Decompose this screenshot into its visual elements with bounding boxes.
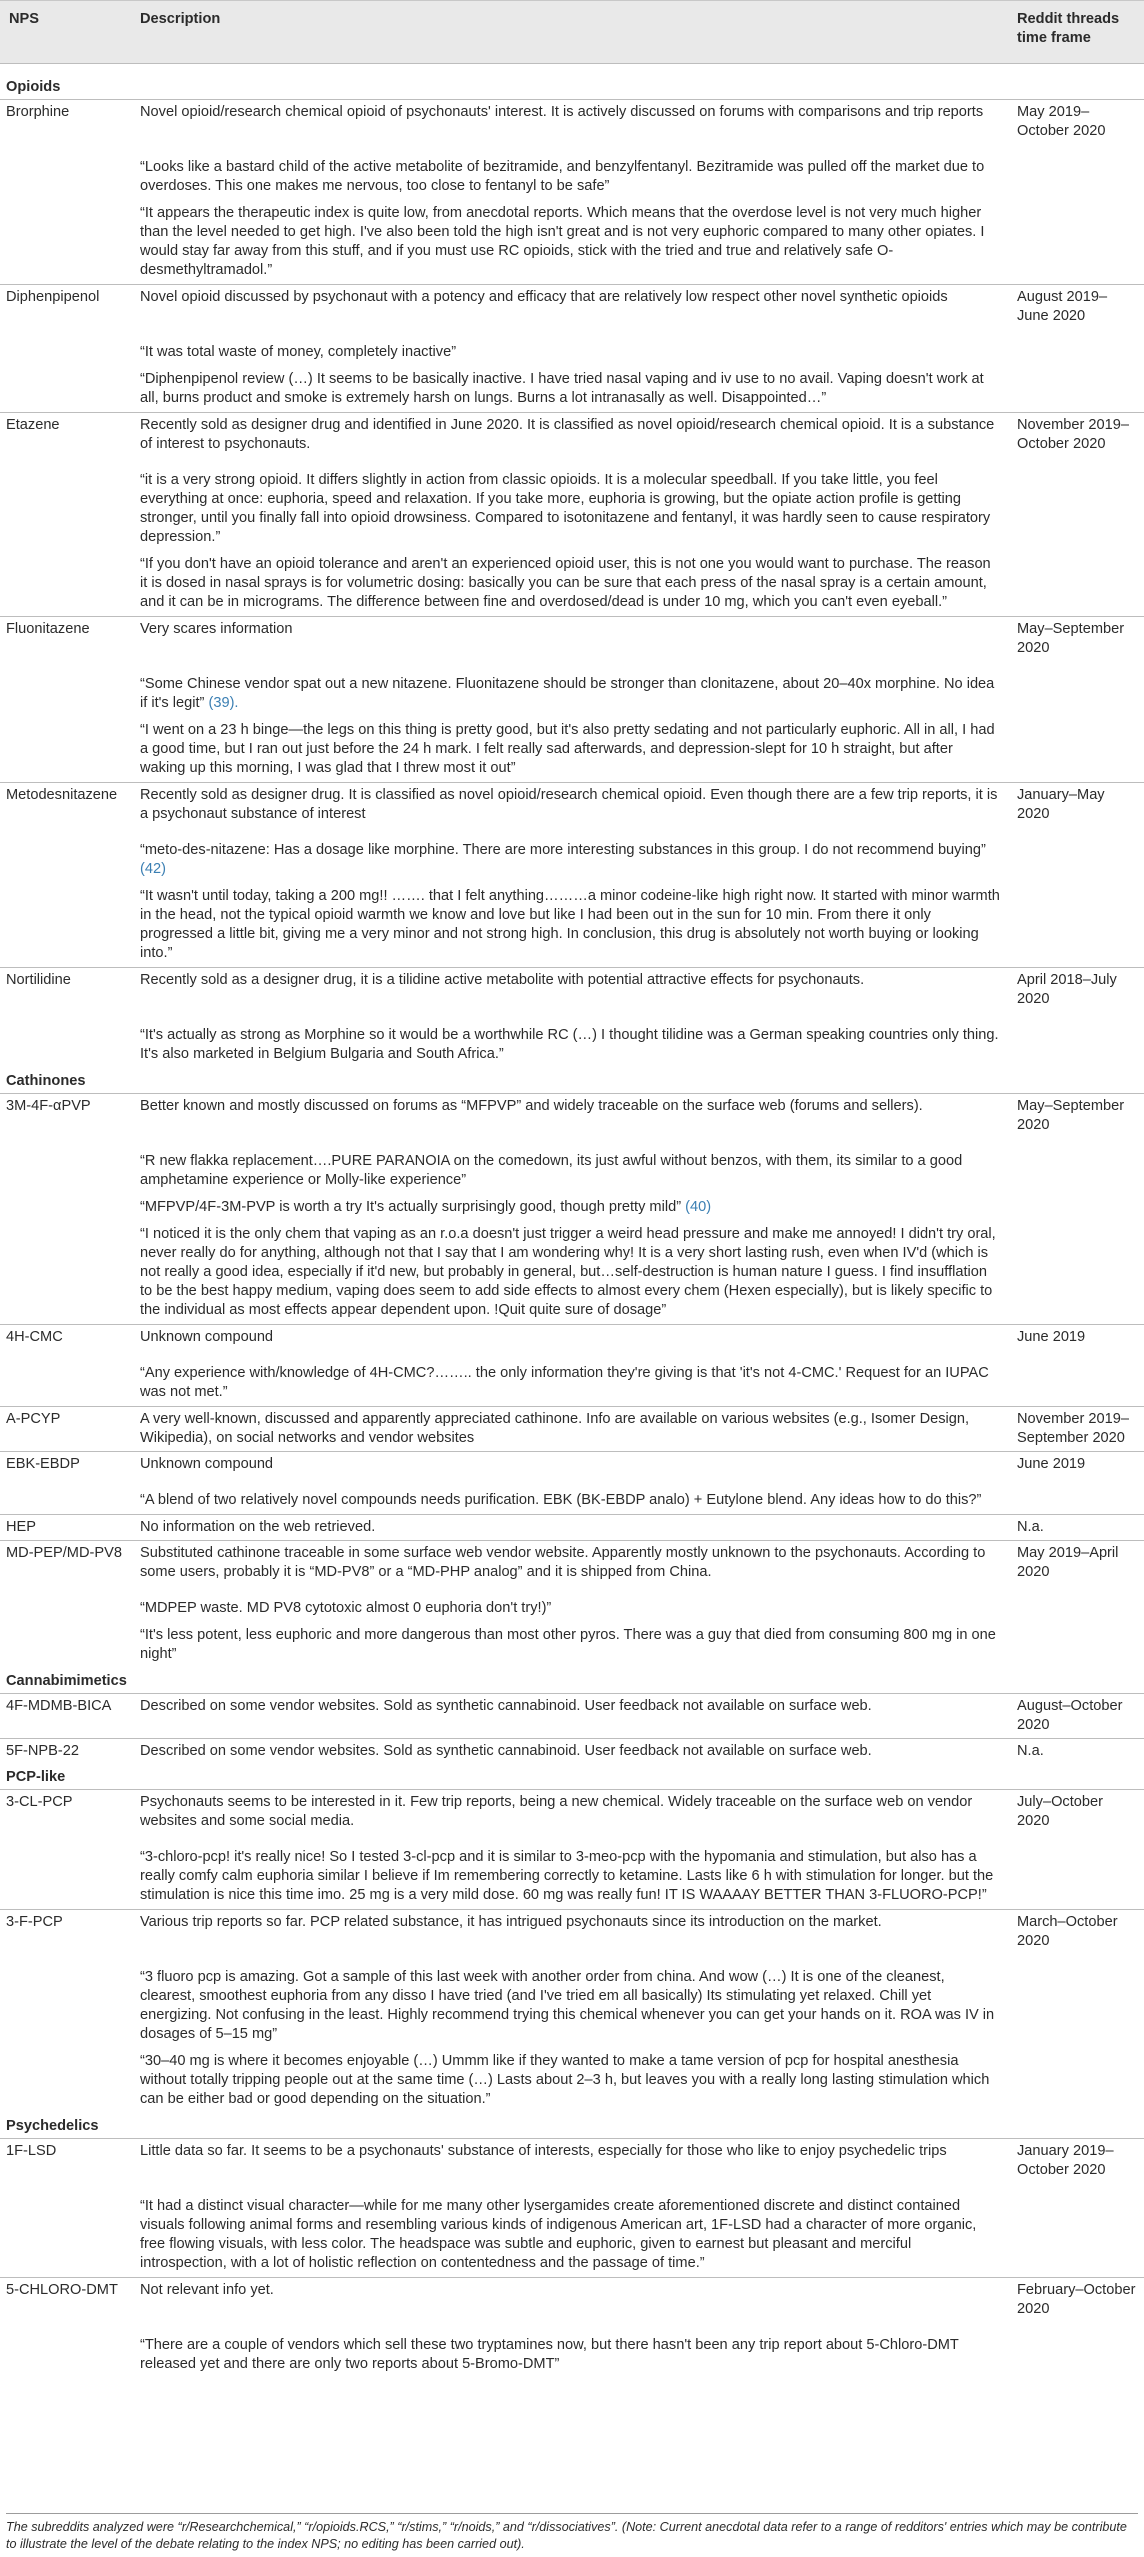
quote-cell — [131, 717, 1008, 783]
quote-spacer — [0, 717, 131, 783]
nps-description: Described on some vendor websites. Sold as synthetic cannabinoid. User feedback not available on surface web. — [140, 1698, 872, 1714]
quote-cell — [131, 144, 1008, 200]
nps-name: Metodesnitazene — [0, 783, 131, 828]
nps-description: Unknown compound — [131, 1325, 1008, 1351]
table-row — [0, 2139, 1144, 2184]
nps-description: Recently sold as a designer drug, it is a tilidine active metabolite with potential attractive effects for psychonauts. — [131, 968, 1008, 1013]
quote-text: “meto-des-nitazene: Has a dosage like morphine. There are more interesting substances in this group. I do not recommend buying” — [140, 842, 986, 858]
quote-cell — [131, 1622, 1008, 1668]
quote-spacer — [0, 1477, 131, 1515]
nps-timeframe: July–October 2020 — [1017, 1794, 1103, 1829]
nps-name: 5-CHLORO-DMT — [0, 2278, 131, 2323]
quote-cell — [131, 2183, 1008, 2278]
nps-timeframe: April 2018–July 2020 — [1008, 968, 1144, 1013]
nps-description: Novel opioid/research chemical opioid of psychonauts' interest. It is actively discussed on forums with comparisons and trip reports — [140, 104, 984, 120]
section-row — [0, 1764, 1144, 1790]
nps-timeframe: January–May 2020 — [1008, 783, 1144, 828]
nps-description: Better known and mostly discussed on forums as “MFPVP” and widely traceable on the surface web (forums and sellers). — [140, 1098, 923, 1114]
nps-name: MD-PEP/MD-PV8 — [0, 1541, 131, 1586]
nps-name: Brorphine — [6, 104, 70, 120]
quote-spacer — [1008, 366, 1144, 413]
quote-row — [0, 457, 1144, 551]
section-title: Cathinones — [0, 1068, 1144, 1094]
nps-name: 3M-4F-αPVP — [6, 1098, 91, 1114]
quote-cell — [131, 2048, 1008, 2113]
nps-description: Not relevant info yet. — [131, 2278, 1008, 2323]
section-row — [0, 1068, 1144, 1094]
nps-timeframe: November 2019–October 2020 — [1008, 413, 1144, 458]
nps-name: 1F-LSD — [6, 2143, 57, 2159]
quote-row — [0, 1954, 1144, 2048]
quote-spacer — [1008, 2322, 1144, 2378]
quote-spacer — [1008, 144, 1144, 200]
quote-spacer — [1008, 200, 1144, 285]
quote-spacer — [1008, 883, 1144, 968]
quote-spacer — [0, 1834, 131, 1910]
quote-row — [0, 366, 1144, 413]
section-row — [0, 1668, 1144, 1694]
section-title: Psychedelics — [0, 2113, 1144, 2139]
quote-spacer — [0, 1622, 131, 1668]
quote-spacer — [0, 329, 131, 366]
quote-cell — [131, 1221, 1008, 1325]
quote-spacer — [1008, 2183, 1144, 2278]
quote-spacer — [0, 1954, 131, 2048]
table-row — [0, 968, 1144, 1013]
nps-timeframe: N.a. — [1008, 1739, 1144, 1765]
quote-spacer — [0, 1350, 131, 1407]
table-body — [0, 64, 1144, 2379]
quote-cell — [131, 1012, 1008, 1068]
table-row — [0, 783, 1144, 828]
nps-name: Diphenpipenol — [0, 285, 131, 330]
quote-row — [0, 200, 1144, 285]
quote-row — [0, 883, 1144, 968]
quote-cell — [131, 551, 1008, 617]
nps-description: Various trip reports so far. PCP related substance, it has intrigued psychonauts since its introduction on the market. — [131, 1910, 1008, 1955]
nps-description: A very well-known, discussed and apparently appreciated cathinone. Info are available on various websites (e.g., Isomer Design, Wikipedia), on social networks and vendor websites — [131, 1407, 1008, 1452]
quote-text: “It had a distinct visual character—while for me many other lysergamides create aforementioned discrete and distinct contained visuals following animal forms and resembling various kinds of indigenous American art, 1F-LSD had a character of more organic, free flowing visuals, with less color. The headspace was subtle and euphoric, given to earnest but pleasant and merciful introspection, with a lot of holistic reflection on contentedness and the passage of time.” — [140, 2198, 977, 2271]
nps-description: Unknown compound — [131, 1452, 1008, 1478]
table-row — [0, 100, 1144, 145]
nps-timeframe: August 2019–June 2020 — [1008, 285, 1144, 330]
quote-cell — [131, 1954, 1008, 2048]
quote-text: “If you don't have an opioid tolerance and aren't an experienced opioid user, this is not one you would want to purchase. The reason it is dosed in nasal sprays is for volumetric dosing: basically you can be sure that each press of the nasal spray is a certain amount, and it can be in micrograms. The difference between fine and overdosed/dead is under 10 mg, which you can't even eyeball.” — [140, 556, 991, 610]
table-row — [0, 1694, 1144, 1739]
quote-spacer — [0, 827, 131, 883]
nps-timeframe: June 2019 — [1008, 1452, 1144, 1478]
quote-text: “3 fluoro pcp is amazing. Got a sample of this last week with another order from china. And wow (…) It is one of the cleanest, clearest, smoothest euphoria from any disso I have tried (and I've tried em all basically) Its stimulating yet relaxed. Chill yet energizing. Not confusing in the least. Highly recommend trying this chemical whenever you can get your hands on it. ROA was IV in dosages of 5–15 mg” — [140, 1969, 995, 2042]
nps-description: Recently sold as designer drug. It is classified as novel opioid/research chemical opioid. Even though there are a few trip reports, it is a psychonaut substance of interest — [131, 783, 1008, 828]
quote-cell — [131, 1834, 1008, 1910]
quote-cell — [131, 1477, 1008, 1515]
header-nps: NPS — [0, 1, 131, 64]
header-description: Description — [131, 1, 1008, 64]
nps-name: 3-CL-PCP — [6, 1794, 73, 1810]
nps-description: Psychonauts seems to be interested in it. Few trip reports, being a new chemical. Widely traceable on the surface web on vendor websites and some social media. — [140, 1794, 973, 1829]
quote-spacer — [1008, 1477, 1144, 1515]
quote-spacer — [0, 551, 131, 617]
quote-spacer — [0, 883, 131, 968]
section-title: Opioids — [0, 64, 1144, 100]
nps-timeframe: May–September 2020 — [1017, 1098, 1125, 1133]
nps-timeframe: November 2019–September 2020 — [1008, 1407, 1144, 1452]
quote-text: “It's less potent, less euphoric and more dangerous than most other pyros. There was a guy that died from consuming 800 mg in one night” — [140, 1627, 996, 1662]
quote-text: “It's actually as strong as Morphine so it would be a worthwhile RC (…) I thought tilidine was a German speaking countries only thing. It's also marketed in Belgium Bulgaria and South Africa.” — [140, 1027, 999, 1062]
quote-text: “MFPVP/4F-3M-PVP is worth a try It's actually surprisingly good, though pretty mild” — [140, 1199, 682, 1215]
quote-cell — [131, 883, 1008, 968]
table-row — [0, 285, 1144, 330]
table-row — [0, 617, 1144, 662]
quote-text: “Looks like a bastard child of the active metabolite of bezitramide, and benzylfentanyl. Bezitramide was pulled off the market due to overdoses. This one makes me nervous, too close to fentanyl to be safe” — [140, 159, 985, 194]
quote-row — [0, 1194, 1144, 1221]
quote-row — [0, 1350, 1144, 1407]
nps-timeframe: August–October 2020 — [1017, 1698, 1123, 1733]
quote-spacer — [0, 2183, 131, 2278]
nps-name: Nortilidine — [0, 968, 131, 1013]
nps-description: Very scares information — [131, 617, 1008, 662]
quote-spacer — [0, 1194, 131, 1221]
citation-link: (42) — [140, 861, 166, 877]
quote-text: “Diphenpipenol review (…) It seems to be basically inactive. I have tried nasal vaping and iv use to no avail. Vaping doesn't work at all, burns product and smoke is extremely harsh on lungs. Burns a lot intranasally as well. Disappointed…” — [140, 371, 984, 406]
nps-timeframe: June 2019 — [1008, 1325, 1144, 1351]
quote-row — [0, 1221, 1144, 1325]
quote-spacer — [1008, 2048, 1144, 2113]
quote-spacer — [1008, 827, 1144, 883]
quote-row — [0, 551, 1144, 617]
quote-spacer — [0, 2322, 131, 2378]
table-header — [0, 1, 1144, 64]
nps-name: HEP — [0, 1515, 131, 1541]
quote-text: “Some Chinese vendor spat out a new nitazene. Fluonitazene should be stronger than clonitazene, about 20–40x morphine. No idea if it's legit” — [140, 676, 995, 711]
quote-spacer — [1008, 457, 1144, 551]
quote-row — [0, 1585, 1144, 1622]
quote-spacer — [1008, 1834, 1144, 1910]
quote-row — [0, 827, 1144, 883]
nps-name: 5F-NPB-22 — [0, 1739, 131, 1765]
quote-row — [0, 2183, 1144, 2278]
quote-spacer — [0, 661, 131, 717]
nps-name: 4F-MDMB-BICA — [6, 1698, 112, 1714]
nps-timeframe: February–October 2020 — [1008, 2278, 1144, 2323]
quote-text: “There are a couple of vendors which sell these two tryptamines now, but there hasn't been any trip report about 5-Chloro-DMT released yet and there are only two reports about 5-Bromo-DMT” — [140, 2337, 959, 2372]
quote-spacer — [1008, 1194, 1144, 1221]
quote-row — [0, 2322, 1144, 2378]
quote-row — [0, 1012, 1144, 1068]
quote-spacer — [1008, 1954, 1144, 2048]
table-row — [0, 1452, 1144, 1478]
quote-text: “3-chloro-pcp! it's really nice! So I tested 3-cl-pcp and it is similar to 3-meo-pcp with the hypomania and stimulation, but also has a really comfy calm euphoria similar I believe if Im remembering correctly to ketamine. Lasts like 6 h with stimulation for longer. but the stimulation is nice this time imo. 25 mg is a very mild dose. 60 mg was really fun! IT IS WAAAAY BETTER THAN 3-FLUORO-PCP!” — [140, 1849, 994, 1903]
nps-name: Fluonitazene — [0, 617, 131, 662]
table-row — [0, 1910, 1144, 1955]
quote-text: “it is a very strong opioid. It differs slightly in action from classic opioids. It is a molecular speedball. If you take little, you feel everything at once: euphoria, speed and relaxation. If you take more, euphoria is growing, but the opiate action profile is getting stronger, until you finally fall into opioid drowsiness. Compared to isotonitazene and fentanyl, it was hardly seen to cause respiratory depression.” — [140, 472, 991, 545]
quote-spacer — [0, 2048, 131, 2113]
nps-description: Described on some vendor websites. Sold as synthetic cannabinoid. User feedback not available on surface web. — [131, 1739, 1008, 1765]
quote-text: “It appears the therapeutic index is quite low, from anecdotal reports. Which means that the overdose level is not very much higher than the level needed to get high. I've also been told the high isn't great and is not very euphoric compared to many other opiates. I would stay far away from this stuff, and if you must use RC opioids, stick with the tried and true and relatively safe O-desmethyltramadol.” — [140, 205, 985, 278]
quote-spacer — [0, 366, 131, 413]
table-row — [0, 1790, 1144, 1835]
quote-text: “It was total waste of money, completely inactive” — [140, 344, 457, 360]
nps-timeframe: May 2019–April 2020 — [1008, 1541, 1144, 1586]
quote-row — [0, 144, 1144, 200]
quote-cell — [131, 200, 1008, 285]
quote-spacer — [0, 1138, 131, 1194]
table-row — [0, 1541, 1144, 1586]
quote-row — [0, 329, 1144, 366]
quote-spacer — [1008, 1622, 1144, 1668]
quote-cell — [131, 329, 1008, 366]
quote-row — [0, 717, 1144, 783]
table-footnote: The subreddits analyzed were “r/Researchchemical,” “r/opioids.RCS,” “r/stims,” “r/noids,” and “r/dissociatives”. (Note: Current anecdotal data refer to a range of redditors' entries which may be contribute to illustrate the level of the debate relating to the index NPS; no editing has been carried out). — [6, 2513, 1138, 2553]
quote-spacer — [1008, 1012, 1144, 1068]
quote-row — [0, 1834, 1144, 1910]
nps-timeframe: January 2019–October 2020 — [1017, 2143, 1114, 2178]
section-title: Cannabimimetics — [0, 1668, 1144, 1694]
quote-spacer — [1008, 1138, 1144, 1194]
quote-spacer — [1008, 661, 1144, 717]
section-row — [0, 2113, 1144, 2139]
quote-spacer — [1008, 1350, 1144, 1407]
quote-spacer — [1008, 329, 1144, 366]
nps-timeframe: May–September 2020 — [1008, 617, 1144, 662]
quote-cell — [131, 1138, 1008, 1194]
quote-spacer — [0, 1585, 131, 1622]
quote-cell — [131, 827, 1008, 883]
table-row — [0, 1407, 1144, 1452]
nps-timeframe: May 2019–October 2020 — [1017, 104, 1106, 139]
nps-timeframe: March–October 2020 — [1008, 1910, 1144, 1955]
nps-name: 3-F-PCP — [0, 1910, 131, 1955]
quote-text: “30–40 mg is where it becomes enjoyable (…) Ummm like if they wanted to make a tame version of pcp for hospital anesthesia without totally tripping people out at the same time (…) Lasts about 2–3 h, but leaves you with a really long lasting stimulation which can be either bad or good depending on the situation.” — [140, 2053, 990, 2107]
quote-text: “I went on a 23 h binge—the legs on this thing is pretty good, but it's also pretty sedating and not particularly euphoric. All in all, I had a good time, but I ran out just before the 24 h mark. I felt really sad afterwards, and depression-slept for 10 h straight, but after waking up this morning, I was glad that I threw most it out” — [140, 722, 995, 776]
nps-description: Novel opioid discussed by psychonaut with a potency and efficacy that are relatively low respect other novel synthetic opioids — [131, 285, 1008, 330]
quote-text: “R new flakka replacement….PURE PARANOIA on the comedown, its just awful without benzos, with them, its similar to a good amphetamine experience or Molly-like experience” — [140, 1153, 963, 1188]
quote-row — [0, 661, 1144, 717]
nps-timeframe: N.a. — [1008, 1515, 1144, 1541]
quote-cell — [131, 457, 1008, 551]
header-timeframe: Reddit threads time frame — [1008, 1, 1144, 64]
quote-row — [0, 1622, 1144, 1668]
table-row — [0, 413, 1144, 458]
table-row — [0, 2278, 1144, 2323]
quote-cell — [131, 366, 1008, 413]
quote-row — [0, 1477, 1144, 1515]
nps-description: Little data so far. It seems to be a psychonauts' substance of interests, especially for those who like to enjoy psychedelic trips — [140, 2143, 947, 2159]
table-row — [0, 1325, 1144, 1351]
section-row — [0, 64, 1144, 100]
nps-description: Recently sold as designer drug and identified in June 2020. It is classified as novel opioid/research chemical opioid. It is a substance of interest to psychonauts. — [131, 413, 1008, 458]
quote-cell — [131, 661, 1008, 717]
quote-spacer — [1008, 717, 1144, 783]
table-row — [0, 1094, 1144, 1139]
nps-description: No information on the web retrieved. — [131, 1515, 1008, 1541]
quote-text: “MDPEP waste. MD PV8 cytotoxic almost 0 euphoria don't try!)” — [140, 1600, 552, 1616]
citation-link: (40) — [685, 1199, 712, 1215]
quote-spacer — [0, 1221, 131, 1325]
quote-row — [0, 1138, 1144, 1194]
quote-spacer — [0, 200, 131, 285]
quote-cell — [131, 1194, 1008, 1221]
table-row — [0, 1515, 1144, 1541]
nps-name: Etazene — [0, 413, 131, 458]
quote-cell — [131, 1585, 1008, 1622]
quote-text: “I noticed it is the only chem that vaping as an r.o.a doesn't just trigger a weird head pressure and make me annoyed! I didn't try oral, never really do for anything, although not that I say that I am wondering why! It is a very short lasting rush, even when IV'd (which is not really a good idea, especially if it'd new, but probably in general, but…self-destruction is human nature I guess. I find insufflation to be the best happy medium, vaping does seem to add side effects to almost every chem (Hexen especially), but is likely specific to the individual as most effects appear dependent upon. !Quit quite sure of dosage” — [140, 1226, 996, 1318]
table-row — [0, 1739, 1144, 1765]
quote-text: “Any experience with/knowledge of 4H-CMC?…….. the only information they're giving is that 'it's not 4-CMC.' Request for an IUPAC was not met.” — [140, 1365, 989, 1400]
nps-name: EBK-EBDP — [0, 1452, 131, 1478]
quote-text: “A blend of two relatively novel compounds needs purification. EBK (BK-EBDP analo) + Eutylone blend. Any ideas how to do this?” — [140, 1492, 982, 1508]
section-title: PCP-like — [0, 1764, 1144, 1790]
nps-name: A-PCYP — [0, 1407, 131, 1452]
quote-spacer — [1008, 1221, 1144, 1325]
quote-spacer — [1008, 1585, 1144, 1622]
quote-cell — [131, 2322, 1008, 2378]
quote-spacer — [1008, 551, 1144, 617]
quote-spacer — [0, 144, 131, 200]
quote-spacer — [0, 457, 131, 551]
quote-row — [0, 2048, 1144, 2113]
quote-spacer — [0, 1012, 131, 1068]
nps-name: 4H-CMC — [0, 1325, 131, 1351]
citation-link: (39). — [208, 695, 239, 711]
quote-cell — [131, 1350, 1008, 1407]
quote-text: “It wasn't until today, taking a 200 mg!! ……. that I felt anything………a minor codeine-like high right now. It started with minor warmth in the head, not the typical opioid warmth we know and love but like I had been out in the sun for 10 min. From there it only progressed a little bit, giving me a very minor and not strong high. In conclusion, this drug is absolutely not worth buying or looking into.” — [140, 888, 1000, 961]
nps-description: Substituted cathinone traceable in some surface web vendor website. Apparently mostly unknown to the psychonauts. According to some users, probably it is “MD-PV8” or a “MD-PHP analog” and it is shipped from China. — [131, 1541, 1008, 1586]
